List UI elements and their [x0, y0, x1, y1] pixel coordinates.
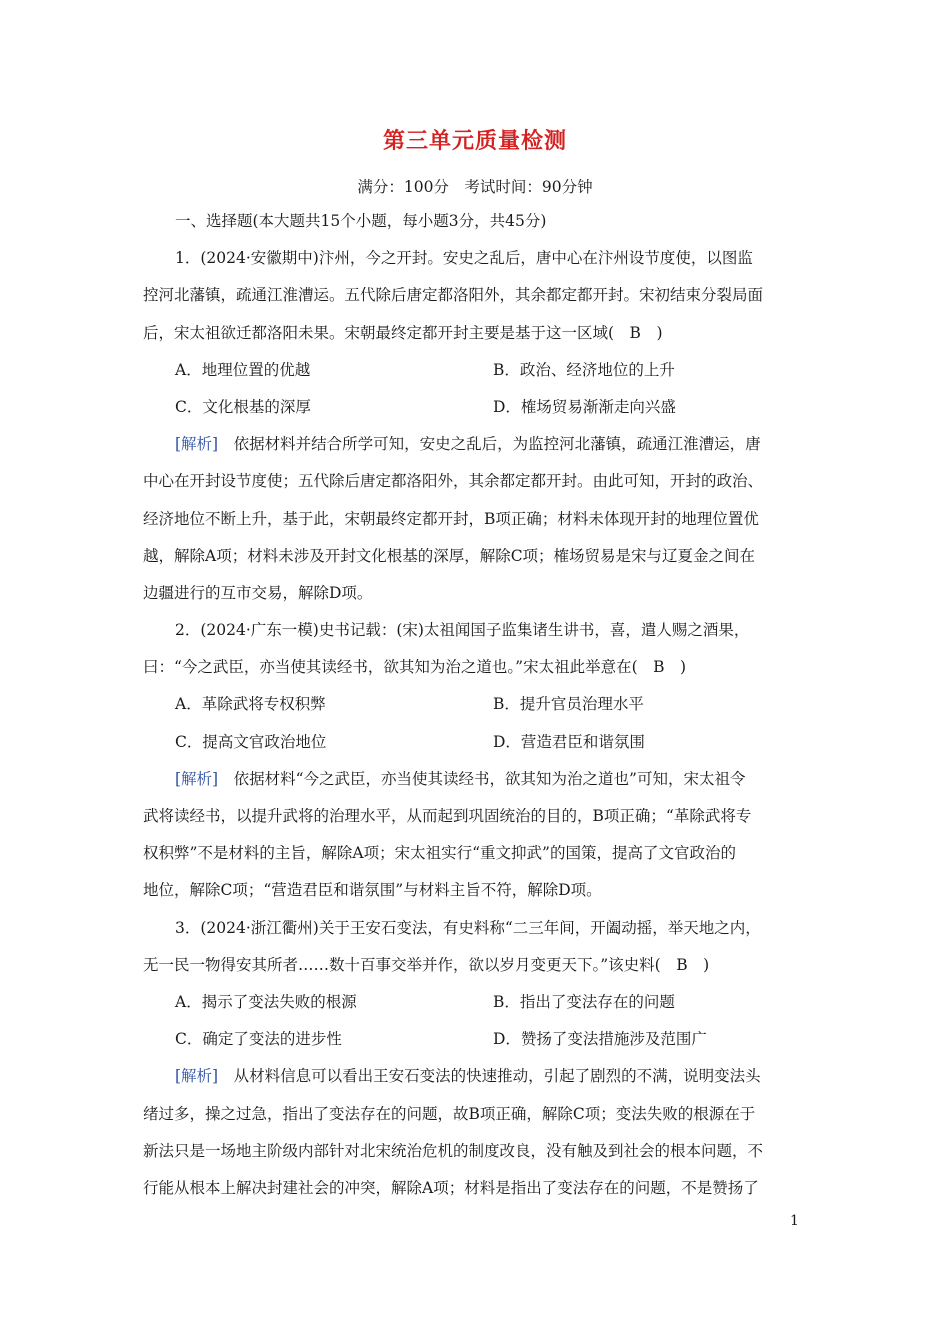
question-1-analysis-line-2: 中心在开封设节度使；五代除后唐定都洛阳外，其余都定都开封。由此可知，开封的政治、	[143, 472, 764, 491]
question-1-options-row-2	[143, 389, 807, 426]
question-3-analysis-line-4: 行能从根本上解决封建社会的冲突，解除A项；材料是指出了变法存在的问题，不是赞扬了	[143, 1178, 759, 1197]
page-number: 1	[790, 1213, 799, 1229]
question-2-options-row-1	[143, 686, 807, 723]
question-2-line-1: 2．(2024·广东一模)史书记载：(宋)太祖闻国子监集诸生讲书，喜，遣人赐之酒果，	[175, 621, 750, 640]
page-title: 第三单元质量检测	[382, 128, 567, 154]
question-3-option-d: D．赞扬了变法措施涉及范围广	[493, 1030, 707, 1049]
question-3-option-b: B．指出了变法存在的问题	[493, 992, 675, 1011]
question-3-option-a: A．揭示了变法失败的根源	[175, 992, 357, 1011]
analysis-text: 依据材料并结合所学可知，安史之乱后，为监控河北藩镇，疏通江淮漕运，唐	[233, 435, 761, 454]
question-1-line-1: 1．(2024·安徽期中)汴州，今之开封。安史之乱后，唐中心在汴州设节度使，以图监	[175, 249, 753, 268]
question-2-analysis-line-4: 地位，解除C项；“营造君臣和谐氛围”与材料主旨不符，解除D项。	[143, 881, 602, 900]
question-3-option-c: C．确定了变法的进步性	[175, 1030, 342, 1049]
question-3-analysis-line-1	[143, 1058, 807, 1095]
question-3-line-1: 3．(2024·浙江衢州)关于王安石变法，有史料称“二三年间，开阖动摇，举天地之内，	[175, 918, 761, 937]
question-1-analysis-line-4: 越，解除A项；材料未涉及开封文化根基的深厚，解除C项；榷场贸易是宋与辽夏金之间在	[143, 546, 756, 565]
question-1-analysis-line-5: 边疆进行的互市交易，解除D项。	[143, 583, 373, 602]
question-2-line-2: 曰：“今之武臣，亦当使其读经书，欲其知为治之道也。”宋太祖此举意在( B )	[143, 658, 687, 677]
question-block	[143, 203, 807, 1207]
question-3-line-2: 无一民一物得安其所者……数十百事交举并作，欲以岁月变更天下。”该史料( B )	[143, 955, 710, 974]
analysis-tag: [解析]	[175, 1067, 219, 1086]
analysis-text: 依据材料“今之武臣，亦当使其读经书，欲其知为治之道也”可知，宋太祖令	[233, 769, 746, 788]
question-1-analysis-line-1	[143, 426, 807, 463]
question-1-option-c: C．文化根基的深厚	[175, 397, 311, 416]
question-2-option-a: A．革除武将专权积弊	[175, 695, 326, 714]
section-heading: 一、选择题(本大题共15个小题，每小题3分，共45分)	[175, 212, 547, 230]
question-2-analysis-line-1	[143, 761, 807, 798]
question-3-analysis-line-2: 绪过多，操之过急，指出了变法存在的问题，故B项正确，解除C项；变法失败的根源在于	[143, 1104, 756, 1123]
question-1-line-3: 后，宋太祖欲迁都洛阳未果。宋朝最终定都开封主要是基于这一区域( B )	[143, 323, 663, 342]
question-2-option-b: B．提升官员治理水平	[493, 695, 644, 714]
question-1-option-a: A．地理位置的优越	[175, 360, 311, 379]
analysis-tag: [解析]	[175, 769, 219, 788]
exam-meta: 满分：100分 考试时间：90分钟	[357, 178, 593, 196]
question-1-options-row-1	[143, 352, 807, 389]
question-2-options-row-2	[143, 724, 807, 761]
question-1-line-2: 控河北藩镇，疏通江淮漕运。五代除后唐定都洛阳外，其余都定都开封。宋初结束分裂局面	[143, 286, 764, 305]
question-1-analysis-line-3: 经济地位不断上升，基于此，宋朝最终定都开封，B项正确；材料未体现开封的地理位置优	[143, 509, 759, 528]
question-3-options-row-2	[143, 1021, 807, 1058]
question-3-options-row-1	[143, 984, 807, 1021]
analysis-tag: [解析]	[175, 435, 219, 454]
question-2-analysis-line-3: 权积弊”不是材料的主旨，解除A项；宋太祖实行“重文抑武”的国策，提高了文官政治的	[143, 844, 736, 863]
question-2-option-c: C．提高文官政治地位	[175, 732, 327, 751]
question-2-option-d: D．营造君臣和谐氛围	[493, 732, 645, 751]
analysis-text: 从材料信息可以看出王安石变法的快速推动，引起了剧烈的不满，说明变法头	[233, 1067, 761, 1086]
question-1-option-d: D．榷场贸易渐渐走向兴盛	[493, 397, 676, 416]
question-3-analysis-line-3: 新法只是一场地主阶级内部针对北宋统治危机的制度改良，没有触及到社会的根本问题，不	[143, 1141, 764, 1160]
question-1-option-b: B．政治、经济地位的上升	[493, 360, 675, 379]
question-2-analysis-line-2: 武将读经书，以提升武将的治理水平，从而起到巩固统治的目的，B项正确；“革除武将专	[143, 807, 752, 825]
